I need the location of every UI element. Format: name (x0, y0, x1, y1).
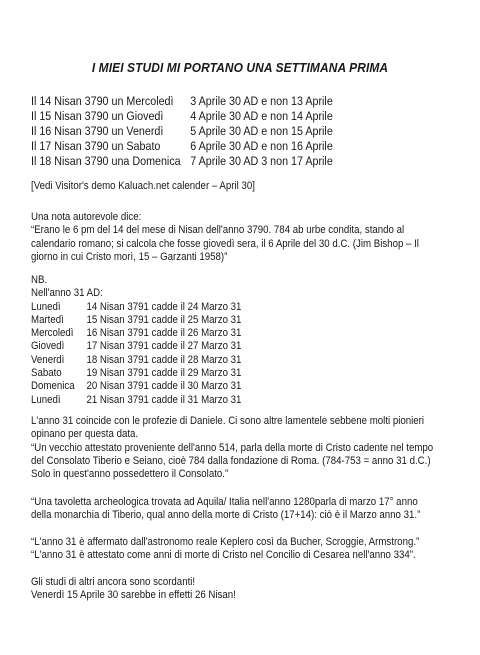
page-title: I MIEI STUDI MI PORTANO UNA SETTIMANA PRIMA (91, 60, 389, 75)
nb-row (31, 367, 457, 380)
authoritative-note (31, 211, 457, 264)
nb-row (31, 394, 457, 407)
paragraph-line: della monarchia di Tiberio, qual anno della morte di Cristo (17+14): ciò è il Marzo anno 31.” (31, 509, 421, 522)
weekday: Giovedì (31, 340, 65, 353)
keplero-paragraph (31, 536, 457, 563)
reference-text: [Vedi Visitor's demo Kaluach.net calender – April 30] (31, 180, 255, 192)
note-line: giorno in cui Cristo morì, 15 – Garzanti 1958)” (31, 250, 228, 263)
nb-date: 18 Nisan 3791 cadde il 28 Marzo 31 (86, 353, 242, 366)
date-comparison-list (31, 94, 333, 169)
nb-row (31, 301, 457, 314)
weekday: Lunedì (31, 393, 61, 406)
note-line: calendario romano; si calcola che fosse giovedì sera, il 6 Aprile del 30 d.C. (Jim Bishop – Il (31, 237, 419, 250)
note-line: “Erano le 6 pm del 14 del mese di Nisan dell'anno 3790. 784 ab urbe condita, stando al (31, 224, 405, 237)
nb-row (31, 354, 457, 367)
april-date: 7 Aprile 30 AD 3 non 17 Aprile (190, 154, 333, 168)
nb-date: 16 Nisan 3791 cadde il 26 Marzo 31 (86, 327, 242, 340)
date-row (31, 154, 333, 169)
date-row (31, 124, 333, 139)
weekday: Lunedì (31, 300, 61, 313)
paragraph-line: “Un vecchio attestato proveniente dell'anno 514, parla della morte di Cristo cadente nel tempo (31, 441, 434, 454)
nisan-date: Il 17 Nisan 3790 un Sabato (31, 139, 161, 153)
nb-row (31, 380, 457, 393)
nisan-date: Il 14 Nisan 3790 un Mercoledì (31, 94, 174, 108)
paragraph-line: opinano per questa data. (31, 428, 139, 441)
reference-note (31, 180, 457, 193)
closing-paragraph (31, 576, 457, 603)
paragraph-line: “L'anno 31 è attestato come anni di morte di Cristo nel Concilio di Cesarea nell'anno 334”. (31, 549, 416, 562)
nb-date: 19 Nisan 3791 cadde il 29 Marzo 31 (86, 367, 242, 380)
nisan-date: Il 18 Nisan 3790 una Domenica (31, 154, 181, 168)
april-date: 6 Aprile 30 AD e non 16 Aprile (190, 139, 333, 153)
nb-row (31, 340, 457, 353)
weekday: Martedì (31, 313, 64, 326)
april-date: 4 Aprile 30 AD e non 14 Aprile (190, 109, 333, 123)
nisan-date: Il 15 Nisan 3790 un Giovedì (31, 109, 164, 123)
nisan-date: Il 16 Nisan 3790 un Venerdì (31, 124, 164, 138)
daniele-paragraph (31, 415, 457, 481)
date-row (31, 109, 333, 124)
nb-date: 20 Nisan 3791 cadde il 30 Marzo 31 (86, 380, 242, 393)
date-row (31, 94, 333, 109)
paragraph-line: “L'anno 31 è affermato dall'astronomo reale Keplero così da Bucher, Scroggie, Armstrong.” (31, 536, 420, 548)
nb-date: 17 Nisan 3791 cadde il 27 Marzo 31 (86, 340, 242, 353)
paragraph-line: Gli studi di altri ancora sono scordanti! (31, 576, 196, 588)
weekday: Sabato (31, 367, 62, 380)
nb-label: NB. (31, 274, 48, 286)
april-date: 3 Aprile 30 AD e non 13 Aprile (190, 94, 333, 108)
nb-date: 21 Nisan 3791 cadde il 31 Marzo 31 (86, 393, 242, 406)
paragraph-line: Solo in quest'anno possedettero il Consolato.” (31, 468, 229, 481)
weekday: Domenica (31, 380, 75, 393)
date-row (31, 139, 333, 154)
paragraph-line: “Una tavoletta archeologica trovata ad Aquila/ Italia nell'anno 1280parla di marzo 17° anno (31, 496, 418, 508)
nb-date: 15 Nisan 3791 cadde il 25 Marzo 31 (86, 313, 242, 326)
tavoletta-paragraph (31, 496, 457, 523)
weekday: Venerdì (31, 353, 65, 366)
nb-row (31, 314, 457, 327)
weekday: Mercoledì (31, 327, 74, 340)
paragraph-line: L'anno 31 coincide con le profezie di Daniele. Ci sono altre lamentele sebbene molti pionieri (31, 415, 425, 427)
note-intro: Una nota autorevole dice: (31, 211, 142, 223)
nb-row (31, 327, 457, 340)
april-date: 5 Aprile 30 AD e non 15 Aprile (190, 124, 333, 138)
paragraph-line: del Consolato Tiberio e Seiano, cioè 784 dalla fondazione di Roma. (784-753 = anno 31 d.C.) (31, 454, 431, 467)
nb-date: 14 Nisan 3791 cadde il 24 Marzo 31 (86, 300, 242, 313)
paragraph-line: Venerdì 15 Aprile 30 sarebbe in effetti 26 Nisan! (31, 589, 236, 602)
nb-heading: Nell'anno 31 AD: (31, 287, 103, 300)
nb-section (31, 274, 457, 407)
